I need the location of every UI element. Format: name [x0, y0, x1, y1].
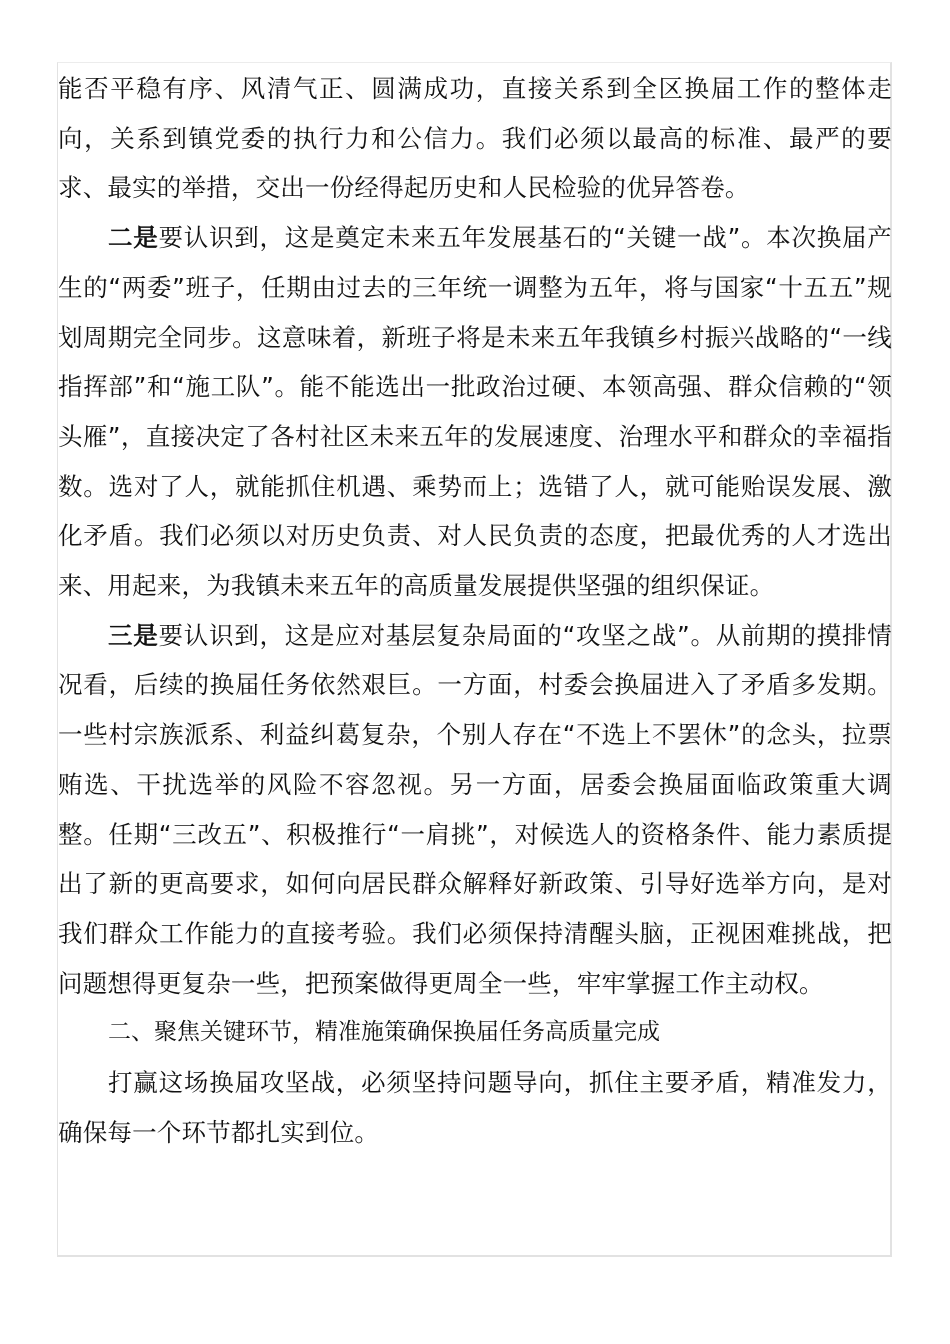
section-heading: 二、聚焦关键环节，精准施策确保换届任务高质量完成 [108, 1019, 660, 1046]
paragraph-text: 要认识到，这是应对基层复杂局面的“攻坚之战”。从前期的摸排情况看，后续的换届任务依然艰巨。一方面，村委会换届进入了矛盾多发期。一些村宗族派系、利益纠葛复杂，个别人存在“不选上不罢休”的念头，拉票贿选、干扰选举的风险不容忽视。另一方面，居委会换届面临政策重大调整。任期“三改五”、积极推行“一肩挑”，对候选人的资格条件、能力素质提出了新的更高要求，如何向居民群众解释好新政策、引导好选举方向，是对我们群众工作能力的直接考验。我们必须保持清醒头脑，正视困难挑战，把问题想得更复杂一些，把预案做得更周全一些，牢牢掌握工作主动权。 [58, 620, 892, 998]
closing-paragraph: 打赢这场换届攻坚战，必须坚持问题导向，抓住主要矛盾，精准发力，确保每一个环节都扎实到位。 [58, 1068, 892, 1147]
paragraph-text: 要认识到，这是奠定未来五年发展基石的“关键一战”。本次换届产生的“两委”班子，任期由过去的三年统一调整为五年，将与国家“十五五”规划周期完全同步。这意味着，新班子将是未来五年我镇乡村振兴战略的“一线指挥部”和“施工队”。能不能选出一批政治过硬、本领高强、群众信赖的“领头雁”，直接决定了各村社区未来五年的发展速度、治理水平和群众的幸福指数。选对了人，就能抓住机遇、乘势而上；选错了人，就可能贻误发展、激化矛盾。我们必须以对历史负责、对人民负责的态度，把最优秀的人才选出来、用起来，为我镇未来五年的高质量发展提供坚强的组织保证。 [58, 223, 892, 601]
paragraph-continuation [58, 64, 892, 213]
point-lead: 三是 [108, 620, 159, 650]
paragraph-text: 能否平稳有序、风清气正、圆满成功，直接关系到全区换届工作的整体走向，关系到镇党委的执行力和公信力。我们必须以最高的标准、最严的要求、最实的举措，交出一份经得起历史和人民检验的优异答卷。 [58, 74, 892, 203]
paragraph-point-three [58, 611, 892, 1009]
paragraph-point-two [58, 213, 892, 611]
point-lead: 二是 [108, 223, 159, 253]
document-body [58, 64, 892, 1157]
